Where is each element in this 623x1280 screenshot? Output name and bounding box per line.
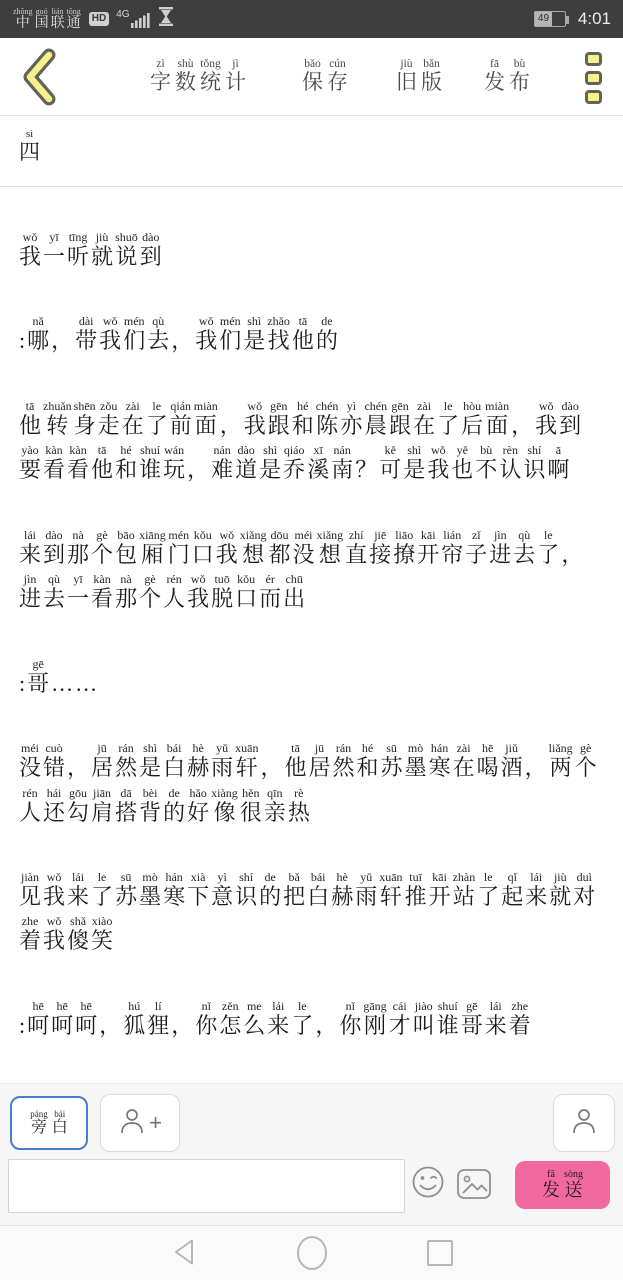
hd-icon: HD [89,12,109,26]
image-button[interactable] [455,1166,493,1202]
add-character-button[interactable] [100,1094,180,1152]
composer-panel [0,1083,623,1225]
menu-square-icon [585,52,602,66]
paragraph[interactable]: :哥gē…… [19,656,98,696]
nav-home-button[interactable] [297,1236,327,1270]
editor-content [0,116,623,1083]
save-button[interactable]: 保bǎo 存cún [300,38,350,116]
paragraph[interactable]: 来lái到dào那nà个gè包bāo厢xiāng门mén口kǒu我wǒ想xiǎng都dōu没méi想xiǎng直zhí接jiē撩liāo开kāi帘lián子zǐ进jìn去qù了le，进jìn去qù一yī看kàn那nà个gè人rén我wǒ脱tuō口kǒu而ér出chū [19,527,584,612]
recents-square-icon [427,1240,453,1266]
nav-recents-button[interactable] [427,1240,453,1266]
paragraph[interactable]: :呵hē呵hē呵hē，狐hú狸lí，你nǐ怎zěn么me来lái了le，你nǐ刚gāng才cái叫jiào谁shuí哥gē来lái着zhe [19,998,531,1038]
paragraph[interactable]: 见jiàn我wǒ来lái了le苏sū墨mò寒hán下xià意yì识shí的de把bǎ白bái赫hè雨yǔ轩xuān推tuī开kāi站zhàn了le起qǐ来lái就jiù对duì着zhe我wǒ傻shǎ笑xiào [19,869,596,954]
chapter-marker[interactable]: 四sì [19,128,40,164]
home-circle-icon [297,1236,327,1270]
plus-icon: + [149,1110,162,1135]
back-triangle-icon [171,1237,197,1270]
android-navbar [0,1225,623,1280]
chevron-left-icon [18,94,62,109]
overflow-menu-button[interactable] [581,52,605,104]
paragraph[interactable]: 没méi错cuò，居jū然rán是shì白bái赫hè雨yǔ轩xuān，他tā居jū然rán和hé苏sū墨mò寒hán在zài喝hē酒jiǔ，两liǎng个gè人rén还hái勾gōu肩jiān搭dā背bèi的de好hǎo像xiàng很hěn亲qīn热rè [19,741,597,825]
person-icon [118,1106,146,1140]
old-version-button[interactable]: 旧jiù 版bǎn [394,38,444,116]
story-paragraphs [18,187,605,1083]
menu-square-icon [585,71,602,85]
emoji-button[interactable] [410,1165,446,1201]
picture-icon [455,1190,493,1205]
person-icon [570,1106,598,1140]
carrier-label: 中zhōng国guó联lián通tōng [13,6,81,31]
character-button[interactable] [553,1094,615,1152]
paragraph[interactable]: 我wǒ一yī听tīng就jiù说shuō到dào [19,230,162,269]
menu-square-icon [585,90,602,104]
battery-icon: 49 [534,11,566,27]
narration-button[interactable]: 旁páng 白bái [10,1096,88,1150]
paragraph[interactable]: 他tā转zhuǎn身shēn走zǒu在zài了le前qián面miàn，我wǒ跟gēn和hé陈chén亦yì晨chén跟gēn在zài了le后hòu面miàn，我wǒ到dào要yào看kàn看kàn他tā和hé谁shuí玩wán，难nán道dào是shì乔qiáo溪xī南nán？可kě是shì我wǒ也yě不bù认rèn识shí啊ā [19,398,582,483]
nav-back-button[interactable] [171,1237,197,1270]
signal-icon: 4G [116,10,150,28]
app-header [0,38,623,116]
back-button[interactable] [16,48,64,106]
status-bar [0,0,623,38]
send-button[interactable]: 发fā 送sòng [515,1161,610,1209]
paragraph[interactable]: :哪nǎ，带dài我wǒ们mén去qù，我wǒ们mén是shì找zhǎo他tā的de [19,314,338,354]
hourglass-icon [158,7,174,31]
message-input[interactable] [8,1159,405,1213]
word-count-button[interactable]: 字zì 数shù 统tǒng 计jì [148,38,248,116]
clock: 4:01 [577,9,611,28]
publish-button[interactable]: 发fā 布bù [482,38,532,116]
smiley-icon [411,1187,445,1202]
